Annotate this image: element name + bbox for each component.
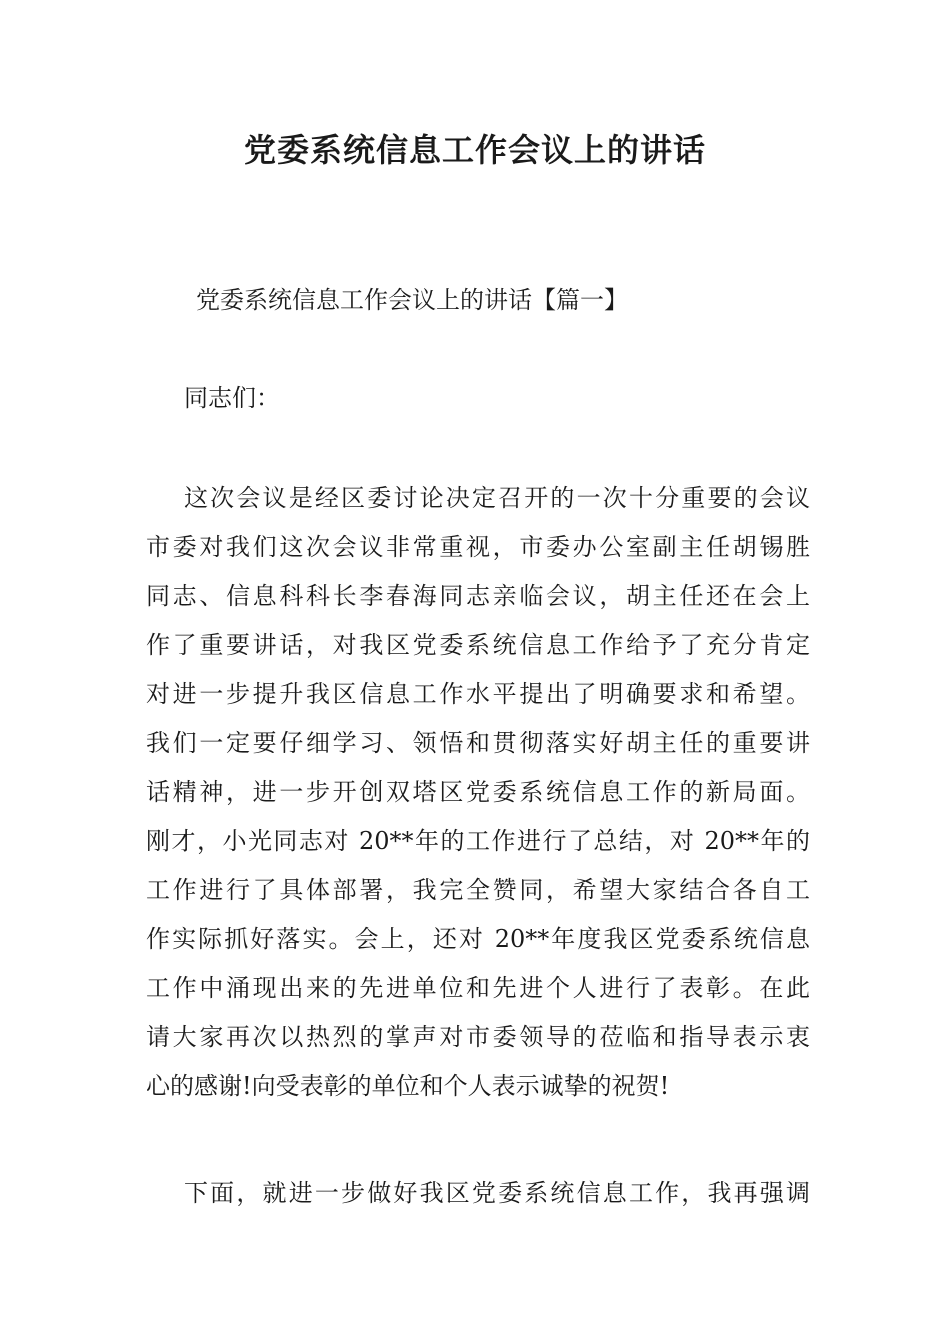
paragraph-line: 作实际抓好落实。会上，还对 20**年度我区党委系统信息 bbox=[146, 925, 810, 953]
paragraph-line: 话精神，进一步开创双塔区党委系统信息工作的新局面。 bbox=[146, 778, 810, 806]
paragraph-line: 心的感谢!向受表彰的单位和个人表示诚挚的祝贺! bbox=[146, 1072, 670, 1100]
greeting-line: 同志们： bbox=[184, 384, 280, 412]
section-subtitle: 党委系统信息工作会议上的讲话【篇一】 bbox=[196, 286, 628, 314]
document-title: 党委系统信息工作会议上的讲话 bbox=[243, 131, 706, 169]
paragraph-line: 刚才，小光同志对 20**年的工作进行了总结，对 20**年的 bbox=[146, 827, 810, 855]
paragraph-line: 对进一步提升我区信息工作水平提出了明确要求和希望。 bbox=[146, 680, 810, 708]
paragraph-line: 市委对我们这次会议非常重视，市委办公室副主任胡锡胜 bbox=[146, 533, 810, 561]
paragraph-line: 这次会议是经区委讨论决定召开的一次十分重要的会议 bbox=[184, 484, 810, 512]
paragraph-line: 作了重要讲话，对我区党委系统信息工作给予了充分肯定 bbox=[146, 631, 810, 659]
paragraph-line: 请大家再次以热烈的掌声对市委领导的莅临和指导表示衷 bbox=[146, 1023, 810, 1051]
paragraph-line: 工作中涌现出来的先进单位和先进个人进行了表彰。在此 bbox=[146, 974, 810, 1002]
body-paragraph bbox=[146, 1169, 810, 1218]
paragraph-line: 下面，就进一步做好我区党委系统信息工作，我再强调 bbox=[184, 1179, 810, 1207]
paragraph-line: 我们一定要仔细学习、领悟和贯彻落实好胡主任的重要讲 bbox=[146, 729, 810, 757]
paragraph-line: 工作进行了具体部署，我完全赞同，希望大家结合各自工 bbox=[146, 876, 810, 904]
paragraph-line: 同志、信息科科长李春海同志亲临会议，胡主任还在会上 bbox=[146, 582, 810, 610]
body-paragraph bbox=[146, 474, 810, 1111]
